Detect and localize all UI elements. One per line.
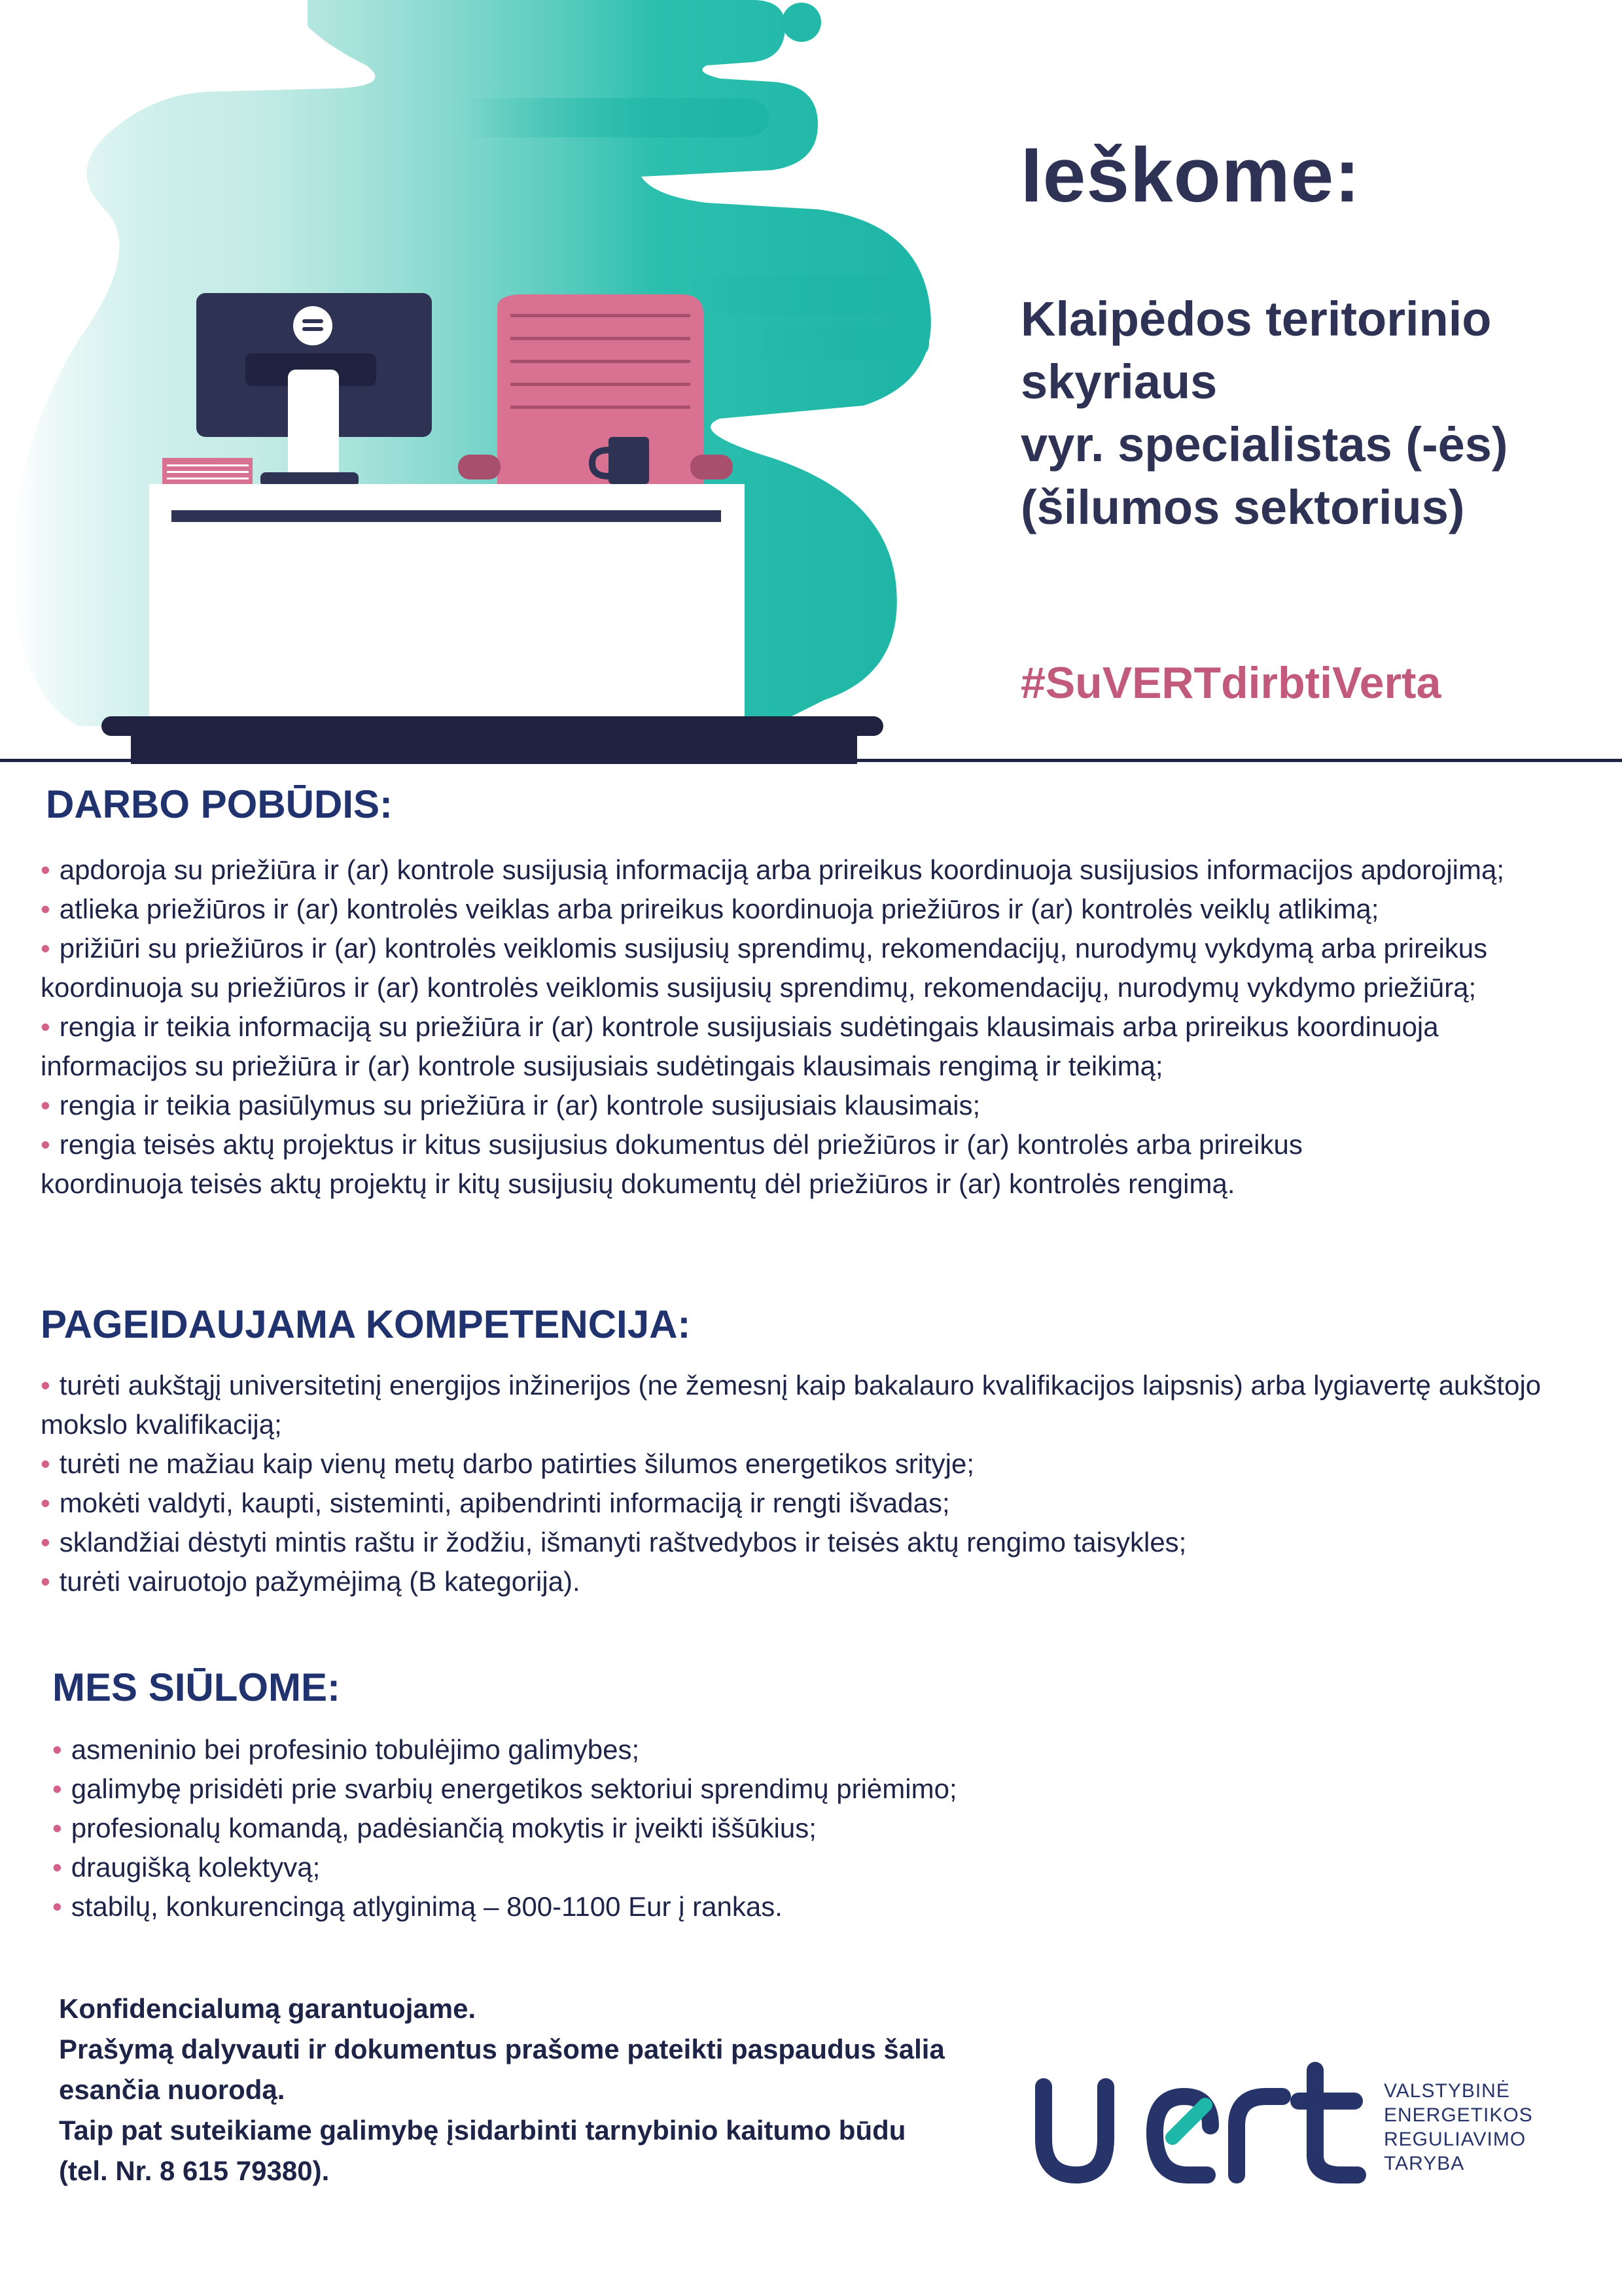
list-item: • atlieka priežiūros ir (ar) kontrolės veiklas arba prireikus koordinuoja priežiūros ir (ar) kontrolės veiklų atlikimą;	[41, 894, 1379, 924]
list-item: • rengia ir teikia pasiūlymus su priežiūra ir (ar) kontrole susijusiais klausimais;	[41, 1090, 981, 1121]
bullet-icon: •	[41, 1129, 50, 1160]
vert-logo	[1034, 2061, 1374, 2191]
position-title	[1021, 288, 1508, 539]
bullet-icon: •	[52, 1852, 62, 1883]
list-item: • turėti aukštąjį universitetinį energijos inžinerijos (ne žemesnį kaip bakalauro kvalifikacijos laipsnis) arba lygiavertę aukštojo mokslo kvalifikaciją;	[41, 1370, 1542, 1440]
logo-text-line: REGULIAVIMO	[1384, 2129, 1526, 2150]
list-item: • turėti vairuotojo pažymėjimą (B kategorija).	[41, 1566, 580, 1597]
bullet-icon: •	[41, 1527, 50, 1557]
position-line: Klaipėdos teritorinio	[1021, 292, 1492, 346]
position-line: vyr. specialistas (-ės)	[1021, 417, 1508, 472]
list-item: • asmeninio bei profesinio tobulėjimo galimybes;	[52, 1734, 640, 1765]
list-item: • draugišką kolektyvą;	[52, 1852, 321, 1883]
section-heading-kompetencija: PAGEIDAUJAMA KOMPETENCIJA:	[41, 1302, 691, 1346]
hero-illustration	[0, 0, 1021, 765]
section-divider	[0, 759, 1622, 762]
bullet-icon: •	[52, 1734, 62, 1765]
bullet-icon: •	[41, 1370, 50, 1400]
footer-line: Konfidencialumą garantuojame.	[59, 1993, 476, 2024]
bullet-icon: •	[41, 1090, 50, 1121]
footer-line: (tel. Nr. 8 615 79380).	[59, 2155, 330, 2186]
list-item: • sklandžiai dėstyti mintis raštu ir žodžiu, išmanyti raštvedybos ir teisės aktų rengimo taisykles;	[41, 1527, 1187, 1557]
bullet-icon: •	[41, 1487, 50, 1518]
hashtag: #SuVERTdirbtiVerta	[1021, 658, 1441, 708]
section-heading-mes-siulome: MES SIŪLOME:	[52, 1665, 341, 1709]
position-line: skyriaus	[1021, 355, 1218, 409]
logo-text-line: VALSTYBINĖ	[1384, 2080, 1510, 2102]
bullet-icon: •	[52, 1891, 62, 1922]
list-item: • stabilų, konkurencingą atlyginimą – 800-1100 Eur į rankas.	[52, 1891, 783, 1922]
position-line: (šilumos sektorius)	[1021, 480, 1465, 534]
list-item: • mokėti valdyti, kaupti, sisteminti, apibendrinti informaciją ir rengti išvadas;	[41, 1487, 950, 1518]
footer-line: Prašymą dalyvauti ir dokumentus prašome pateikti paspaudus šalia	[59, 2034, 945, 2064]
competence-list	[41, 1366, 1545, 1601]
bullet-icon: •	[41, 1566, 50, 1597]
list-item: • galimybę prisidėti prie svarbių energetikos sektoriui sprendimų priėmimo;	[52, 1773, 957, 1804]
books-icon	[162, 458, 253, 484]
offer-list	[52, 1730, 1557, 1926]
bullet-icon: •	[41, 933, 50, 964]
page-title: Ieškome:	[1021, 132, 1361, 218]
logo-text	[1384, 2079, 1533, 2176]
logo-text-line: ENERGETIKOS	[1384, 2104, 1533, 2126]
list-item: • profesionalų komandą, padėsiančią mokytis ir įveikti iššūkius;	[52, 1813, 817, 1843]
list-item: • rengia ir teikia informaciją su priežiūra ir (ar) kontrole susijusiais sudėtingais klausimais arba prireikus koordinuoja informacijos su priežiūra ir (ar) kontrole susijusiais sudėtingais klausimais rengimą ir teikimą;	[41, 1011, 1439, 1081]
list-item: • rengia teisės aktų projektus ir kitus susijusius dokumentus dėl priežiūros ir (ar) kontrolės arba prireikus koordinuoja teisės aktų projektų ir kitų susijusių dokumentų dėl priežiūros ir (ar) kontrolės rengimą.	[41, 1129, 1303, 1199]
bullet-icon: •	[41, 1448, 50, 1479]
bullet-icon: •	[41, 854, 50, 885]
list-item: • turėti ne mažiau kaip vienų metų darbo patirties šilumos energetikos srityje;	[41, 1448, 975, 1479]
duties-list	[41, 850, 1585, 1204]
section-heading-darbo-pobudis: DARBO POBŪDIS:	[46, 782, 393, 826]
bullet-icon: •	[41, 894, 50, 924]
list-item: • apdoroja su priežiūra ir (ar) kontrole susijusią informaciją arba prireikus koordinuoja susijusios informacijos apdorojimą;	[41, 854, 1505, 885]
footer-line: esančia nuorodą.	[59, 2074, 285, 2105]
list-item: • prižiūri su priežiūros ir (ar) kontrolės veiklomis susijusių sprendimų, rekomendacijų, nurodymų vykdymą arba prireikus koordinuoja su priežiūros ir (ar) kontrolės veiklomis susijusių sprendimų, rekomendacijų, nurodymų vykdymo priežiūrą;	[41, 933, 1488, 1003]
bullet-icon: •	[52, 1773, 62, 1804]
footer-line: Taip pat suteikiame galimybę įsidarbinti tarnybinio kaitumo būdu	[59, 2115, 906, 2146]
bullet-icon: •	[52, 1813, 62, 1843]
bullet-icon: •	[41, 1011, 50, 1042]
logo-text-line: TARYBA	[1384, 2153, 1465, 2174]
footer-note	[59, 1989, 975, 2191]
